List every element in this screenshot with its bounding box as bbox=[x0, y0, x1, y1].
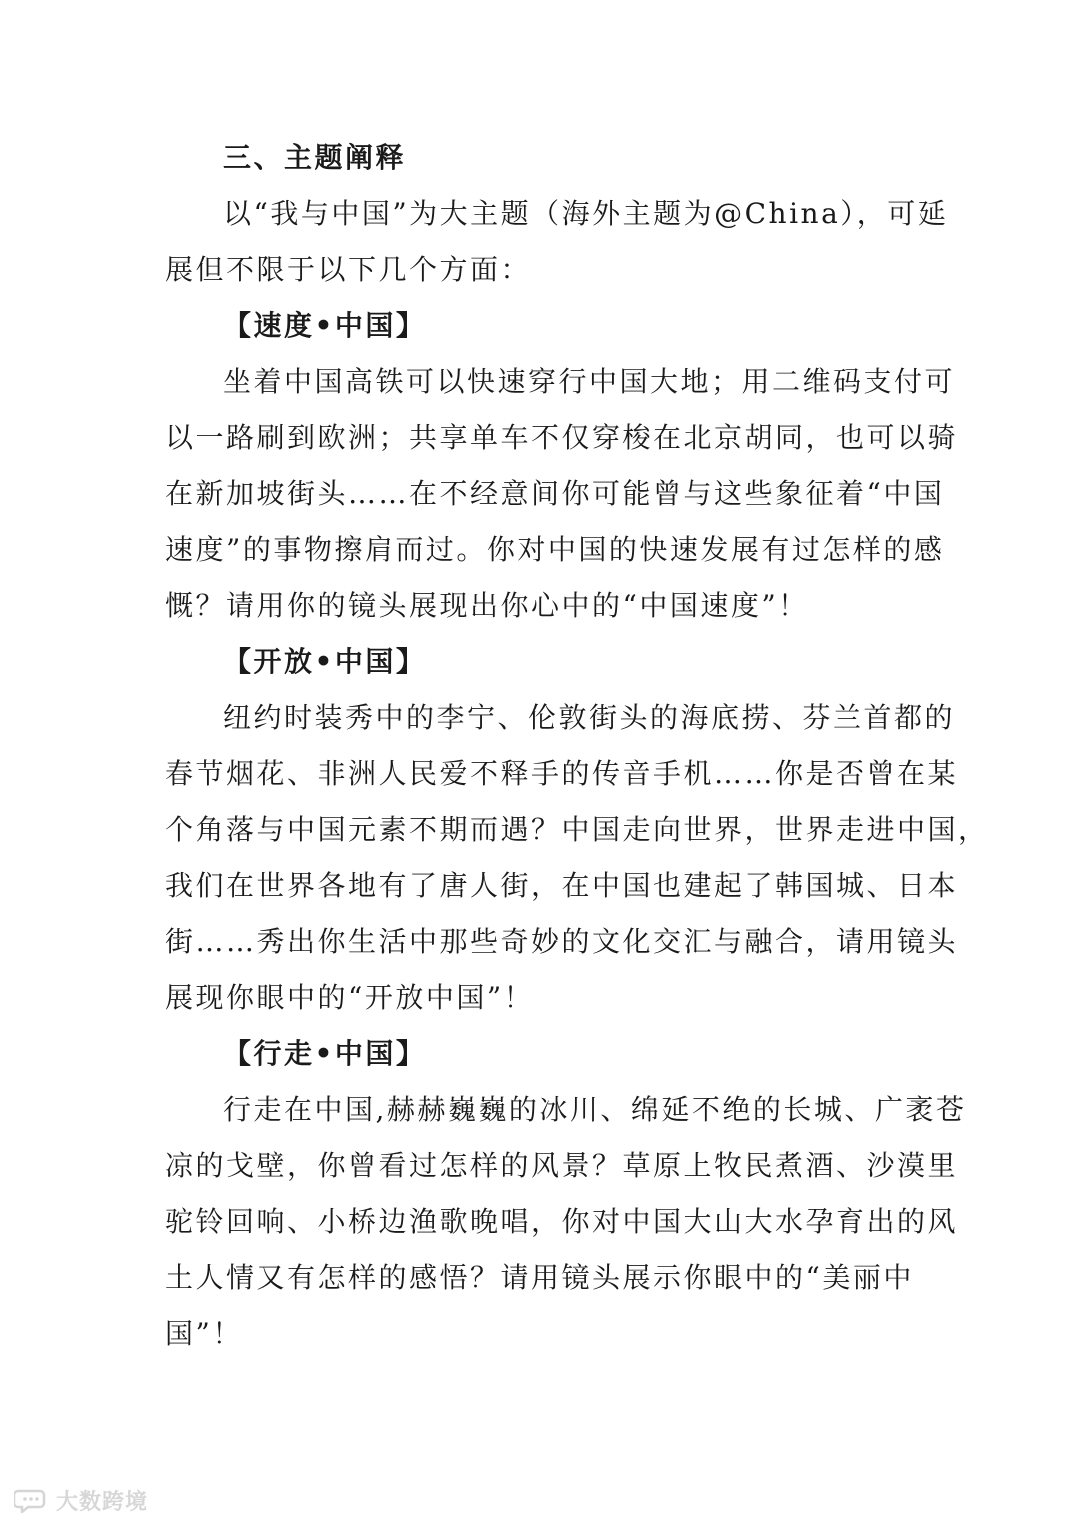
speech-bubble-logo-icon bbox=[14, 1487, 50, 1513]
watermark bbox=[14, 1485, 148, 1515]
topic-line: 驼铃回响、小桥边渔歌晚唱，你对中国大山大水孕育出的风 bbox=[165, 1205, 959, 1238]
topic-line: 纽约时装秀中的李宁、伦敦街头的海底捞、芬兰首都的 bbox=[223, 701, 956, 734]
topic-line: 展现你眼中的“开放中国”！ bbox=[165, 981, 535, 1014]
watermark-text: 大数跨境 bbox=[56, 1489, 149, 1515]
topic-line: 国”！ bbox=[165, 1317, 243, 1350]
topic-line: 行走在中国,赫赫巍巍的冰川、绵延不绝的长城、广袤苍 bbox=[223, 1093, 967, 1126]
topic-line: 个角落与中国元素不期而遇？中国走向世界，世界走进中国， bbox=[165, 813, 989, 846]
topic-line: 街……秀出你生活中那些奇妙的文化交汇与融合，请用镜头 bbox=[165, 925, 959, 958]
topic-line: 我们在世界各地有了唐人街，在中国也建起了韩国城、日本 bbox=[165, 869, 959, 902]
topic-line: 土人情又有怎样的感悟？请用镜头展示你眼中的“美丽中 bbox=[165, 1261, 914, 1294]
topic-line: 春节烟花、非洲人民爱不释手的传音手机……你是否曾在某 bbox=[165, 757, 959, 790]
topic-line: 以一路刷到欧洲；共享单车不仅穿梭在北京胡同，也可以骑 bbox=[165, 421, 959, 454]
topic-line: 速度”的事物擦肩而过。你对中国的快速发展有过怎样的感 bbox=[165, 533, 945, 566]
topic-line: 凉的戈壁，你曾看过怎样的风景？草原上牧民煮酒、沙漠里 bbox=[165, 1149, 959, 1182]
topic-title: 【行走•中国】 bbox=[223, 1037, 427, 1070]
intro-line: 以“我与中国”为大主题（海外主题为@China），可延 bbox=[223, 197, 949, 230]
topic-line: 在新加坡街头……在不经意间你可能曾与这些象征着“中国 bbox=[165, 477, 945, 510]
topic-line: 慨？请用你的镜头展现出你心中的“中国速度”！ bbox=[165, 589, 809, 622]
topic-title: 【速度•中国】 bbox=[223, 309, 427, 342]
section-heading: 三、主题阐释 bbox=[223, 141, 407, 174]
topic-line: 坐着中国高铁可以快速穿行中国大地；用二维码支付可 bbox=[223, 365, 956, 398]
intro-line: 展但不限于以下几个方面： bbox=[165, 253, 532, 286]
document-page bbox=[165, 130, 989, 1362]
topic-title: 【开放•中国】 bbox=[223, 645, 427, 678]
